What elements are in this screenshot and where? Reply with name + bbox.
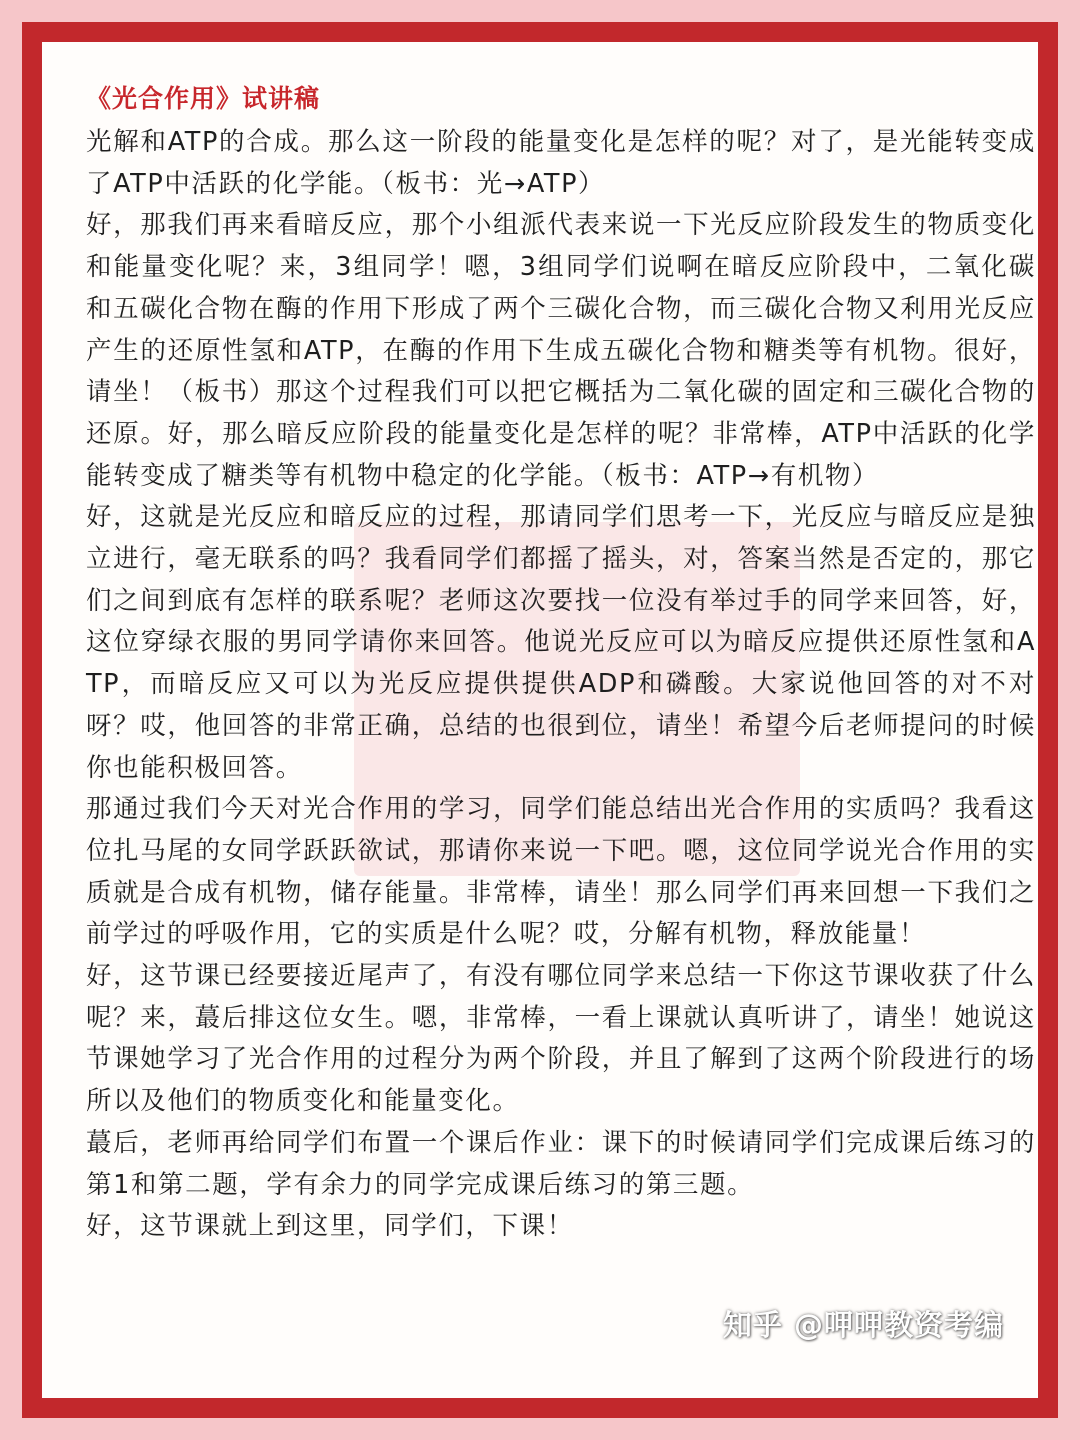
- document-title: 《光合作用》试讲稿: [86, 84, 321, 113]
- paragraph-7: 好，这节课就上到这里，同学们，下课！: [86, 1211, 574, 1242]
- paragraph-1: 光解和ATP的合成。那么这一阶段的能量变化是怎样的呢？对了，是光能转变成了ATP中活跃的化学能。（板书：光→ATP）: [86, 127, 1036, 199]
- paragraph-2: 好，那我们再来看暗反应，那个小组派代表来说一下光反应阶段发生的物质变化和能量变化呢？来，3组同学！嗯，3组同学们说啊在暗反应阶段中，二氧化碳和五碳化合物在酶的作用下形成了两个三碳化合物，而三碳化合物又利用光反应产生的还原性氢和ATP，在酶的作用下生成五碳化合物和糖类等有机物。很好，请坐！（板书）那这个过程我们可以把它概括为二氧化碳的固定和三碳化合物的还原。好，那么暗反应阶段的能量变化是怎样的呢？非常棒，ATP中活跃的化学能转变成了糖类等有机物中稳定的化学能。（板书：ATP→有机物）: [86, 210, 1036, 491]
- paragraph-6: 蕞后，老师再给同学们布置一个课后作业：课下的时候请同学们完成课后练习的第1和第二题，学有余力的同学完成课后练习的第三题。: [86, 1127, 1036, 1200]
- paragraph-4: 那通过我们今天对光合作用的学习，同学们能总结出光合作用的实质吗？我看这位扎马尾的女同学跃跃欲试，那请你来说一下吧。嗯，这位同学说光合作用的实质就是合成有机物，储存能量。非常棒，请坐！那么同学们再来回想一下我们之前学过的呼吸作用，它的实质是什么呢？哎，分解有机物，释放能量！: [86, 794, 1036, 950]
- paper-sheet: [42, 42, 1038, 1398]
- document-body: [86, 122, 1036, 1248]
- paragraph-3: 好，这就是光反应和暗反应的过程，那请同学们思考一下，光反应与暗反应是独立进行，毫无联系的吗？我看同学们都摇了摇头，对，答案当然是否定的，那它们之间到底有怎样的联系呢？老师这次要找一位没有举过手的同学来回答，好，这位穿绿衣服的男同学请你来回答。他说光反应可以为暗反应提供还原性氢和ATP，而暗反应又可以为光反应提供提供ADP和磷酸。大家说他回答的对不对呀？哎，他回答的非常正确，总结的也很到位，请坐！希望今后老师提问的时候你也能积极回答。: [86, 502, 1036, 783]
- source-watermark: 知乎 @呷呷教资考编: [722, 1308, 1004, 1342]
- paragraph-5: 好，这节课已经要接近尾声了，有没有哪位同学来总结一下你这节课收获了什么呢？来，蕞后排这位女生。嗯，非常棒，一看上课就认真听讲了，请坐！她说这节课她学习了光合作用的过程分为两个阶段，并且了解到了这两个阶段进行的场所以及他们的物质变化和能量变化。: [86, 961, 1036, 1117]
- outer-frame: [22, 22, 1058, 1418]
